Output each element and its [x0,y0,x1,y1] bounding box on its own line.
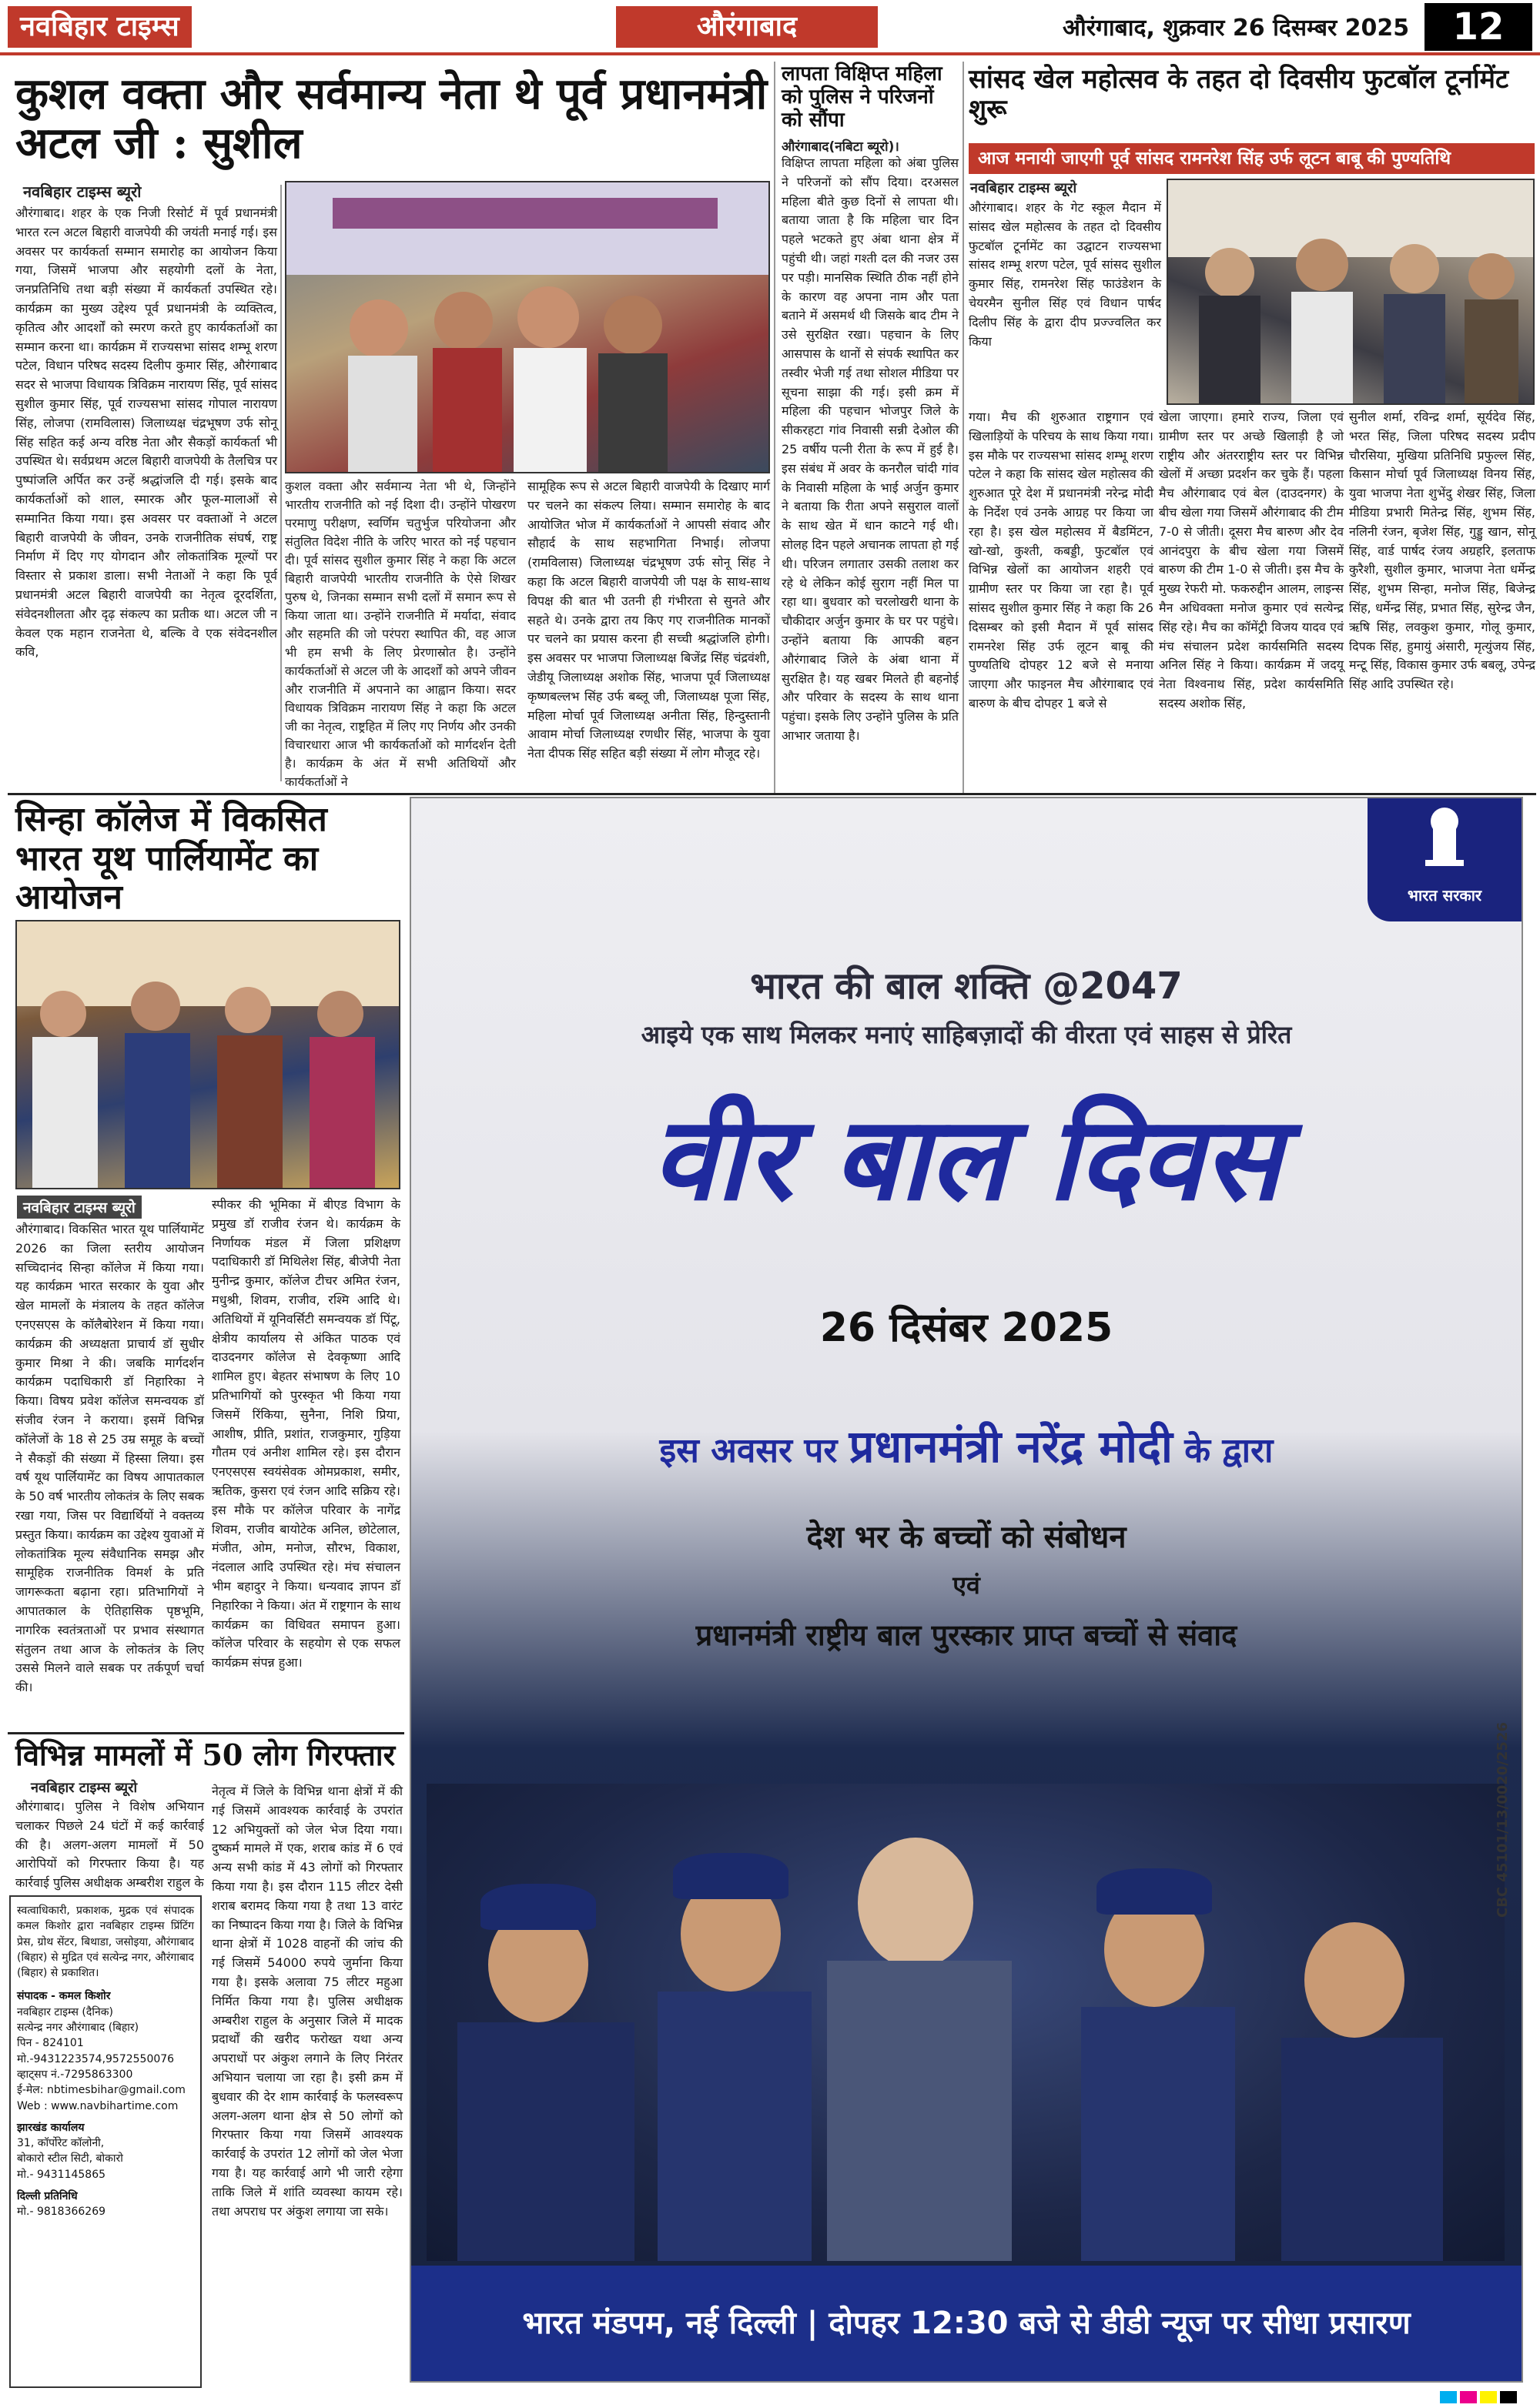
page-number: 12 [1424,3,1532,51]
pm-figure [858,1838,973,1968]
yellow-mark [1480,2391,1497,2403]
ad-pm-name: प्रधानमंत्री नरेंद्र मोदी [849,1420,1173,1473]
dateline: औरंगाबाद, शुक्रवार 26 दिसम्बर 2025 [1063,15,1410,42]
story2-byline: औरंगाबाद(नबिटा ब्यूरो)। [782,139,899,155]
column-divider [962,62,964,793]
imprint-mobile: मो.-9431223574,9572550076 [17,2052,175,2065]
story3-photo-art [1168,180,1533,403]
imprint-web: Web : www.navbihartime.com [17,2099,179,2112]
horizontal-divider [8,1732,404,1734]
imprint-jh-addr2: बोकारो स्टील सिटी, बोकारो [17,2152,123,2166]
story4-photo [15,920,400,1189]
imprint-delhi: दिल्ली प्रतिनिधि [17,2190,78,2203]
ad-footer-band: भारत मंडपम, नई दिल्ली | दोपहर 12:30 बजे से डीडी न्यूज पर सीधा प्रसारण [411,2266,1522,2381]
ad-photo-children-with-pm [427,1784,1505,2261]
story1-photo-art [286,182,768,472]
child-uniform [658,1992,812,2261]
child-uniform [457,2022,634,2261]
imprint-intro: स्वत्वाधिकारी, प्रकाशक, मुद्रक एवं संपादक कमल किशोर द्वारा नवबिहार टाइम्स प्रिंटिंग प्रेस, ग्रोथ सेंटर, बिथाडा, जसोइया, औरंगाबाद (बिहार) से मुद्रित एवं सत्येन्द्र नगर, औरंगाबाद (बिहार) से प्रकाशित। [17,1905,194,1980]
story3-headline: सांसद खेल महोत्सव के तहत दो दिवसीय फुटबॉल टूर्नामेंट शुरू [969,64,1509,125]
imprint-paper: नवबिहार टाइम्स (दैनिक) [17,2005,113,2018]
story3-subhead: आज मनायी जाएगी पूर्व सांसद रामनरेश सिंह उर्फ लूटन बाबू की पुण्यतिथि [969,143,1535,174]
child-cap [1096,1868,1212,1915]
child-cap [673,1853,788,1899]
color-registration-marks [1440,2391,1517,2403]
child-uniform [1281,2038,1443,2261]
ad-line2: आइये एक साथ मिलकर मनाएं साहिबज़ादों की वीरता एवं साहस से प्रेरित [641,1020,1292,1049]
story3-body-col3: सुनील शर्मा, रविन्द्र शर्मा, सूर्यदेव सिंह, भरत सिंह, जिला परिषद सदस्य प्रदीप चौरसिया, मुखिया प्रतिनिधि प्रफुल्ल सिंह, किसान मोर्चा पूर्व जिलाध्यक्ष विनय सिंह, युवा भाजपा नेता शुभेंदु शेखर सिंह, जिला मीडिया प्रभारी मितेन्द्र सिंह, शुभम सिंह, नलिनी रंजन, बृजेश सिंह, गुड्डु खान, सोनू सिंह, वार्ड पार्षद रंजय अग्रहरि, इलताफ कुरैशी, सुशील कुमार, भाजपा नेता धर्मेन्द्र सिंह, शुभम सिन्हा, मनोज सिंह, बिजेन्द्र सिंह, धर्मेन्द्र सिंह, प्रभात सिंह, सुरेन्द्र जैन, ऋषि सिंह, लवकुश कुमार, गोलू कुमार, दिपक सिंह, हुमायुं अंसारी, मृत्युंजय सिंह, मन्टू सिंह, विकास कुमार उर्फ बबलू, उपेन्द्र सिंह आदि उपस्थित रहे। [1349,410,1535,692]
story3-intro: औरंगाबाद। शहर के गेट स्कूल मैदान में सांसद खेल महोत्सव के तहत दो दिवसीय फुटबॉल टूर्नामेंट का उद्घाटन राज्यसभा सांसद शम्भू शरण पटेल, पूर्व सांसद सुशील कुमार सिंह, रामनरेश सिंह फाउंडेशन के चेयरमैन सुनील सिंह एवं विधान पार्षद दिलीप सिंह के द्वारा दीप प्रज्ज्वलित कर किया [969,200,1161,349]
government-emblem-panel [1368,798,1522,921]
imprint-jh-mobile: मो.- 9431145865 [17,2168,106,2181]
story4-body-col2: स्पीकर की भूमिका में बीएड विभाग के प्रमुख डॉ राजीव रंजन थे। कार्यक्रम के निर्णायक मंडल में जिला प्रशिक्षण पदाधिकारी डॉ मिथिलेश सिंह, बीजेपी नेता मुनीन्द्र कुमार, कॉलेज टीचर अमित रंजन, मधुश्री, शिवम, राजीव, रश्मि आदि थे। अतिथियों में यूनिवर्सिटी समन्वयक डॉ पिंटू, क्षेत्रीय कार्यालय से अंकित पाठक एवं दाउदनगर कॉलेज से देवकृष्णा आदि शामिल हुए। बेहतर संभाषण के लिए 10 प्रतिभागियों को पुरस्कृत भी किया गया जिसमें रिंकिया, सुनैना, निशि प्रिया, आशीष, प्रीति, प्रशांत, राजकुमार, गुड़िया गौतम एवं अनीश शामिल रहे। इस दौरान एनएसएस स्वयंसेवक ओमप्रकाश, समीर, ऋतिक, कुसरा एवं रंजन आदि सक्रिय रहे। इस मौके पर कॉलेज परिवार के नागेंद्र शिवम, राजीव बायोटेक अनिल, छोटेलाल, मंजीत, ओम, मनोज, सौरभ, विकाश, नंदलाल आदि उपस्थित रहे। मंच संचालन भीम बहादुर ने किया। धन्यवाद ज्ञापन डॉ निहारिका ने किया। अंत में राष्ट्रगान के साथ कार्यक्रम का विधिवत समापन हुआ। कॉलेज परिवार के सहयोग से एक सफल कार्यक्रम संपन्न हुआ। [212,1197,400,1671]
imprint-whatsapp: व्हाट्सप नं.-7295863300 [17,2068,133,2081]
story3-body-col1: गया। मैच की शुरुआत राष्ट्रगान एवं खिलाड़ियों के परिचय के साथ किया गया। इस मौके पर राज्यसभा सांसद शम्भू शरण पटेल ने कहा कि सांसद खेल महोत्सव की शुरुआत पूरे देश में प्रधानमंत्री नरेन्द्र मोदी के निर्देश एवं उनके आग्रह पर किया जा रहा है। इस खेल महोत्सव में बैडमिंटन, खो-खो, कुश्ती, कबड्डी, फुटबॉल एवं विभिन्न खेलों का आयोजन शहरी एवं ग्रामीण स्तर पर किया जा रहा है। पूर्व सांसद सुशील कुमार सिंह ने कहा कि 26 दिसम्बर को इसी मैदान में पूर्व सांसद रामनरेश सिंह उर्फ लूटन बाबू की पुण्यतिथि दोपहर 12 बजे से मनाया जाएगा और फाइनल मैच औरंगाबाद एवं बारुण के बीच दोपहर 1 बजे से [969,410,1153,711]
imprint-editor: संपादक - कमल किशोर [17,1990,111,2003]
emblem-label: भारत सरकार [1407,886,1482,905]
story4-byline: नवबिहार टाइम्स ब्यूरो [17,1196,142,1219]
story1-headline: कुशल वक्ता और सर्वमान्य नेता थे पूर्व प्रधानमंत्री अटल जी : सुशील [15,69,768,169]
story5-body-col2: नेतृत्व में जिले के विभिन्न थाना क्षेत्रों में की गई जिसमें आवश्यक कार्रवाई के उपरांत 12 अभियुक्तों को जेल भेज दिया गया। दुष्कर्म मामले में एक, शराब कांड में 6 एवं अन्य सभी कांड में 43 लोगों को गिरफ्तार किया गया है। इस दौरान 115 लीटर देसी शराब बरामद किया गया है तथा 13 वारंट का निष्पादन किया गया है। जिले के विभिन्न थाना क्षेत्रों में 1028 वाहनों की जांच की गई जिसमें 54000 रुपये जुर्माना किया गया है। इसके अलावा 75 लीटर महुआ निर्मित किया गया है। पुलिस अधीक्षक अम्बरीश राहुल के अनुसार जिले में मादक प्रदार्थों की खरीद फरोख्त यथा अन्य अपराधों पर अंकुश लगाने के लिए निरंतर अभियान चलाया जा रहा है। इसी क्रम में बुधवार की देर शाम कार्रवाई के फलस्वरूप अलग-अलग थाना क्षेत्र से 50 लोगों को गिरफ्तार किया गया जिसमें आवश्यक कार्रवाई के उपरांत 12 लोगों को जेल भेजा गया है। यह कार्रवाई आगे भी जारी रहेगा ताकि जिले में शांति व्यवस्था कायम रहे। तथा अपराध पर अंकुश लगाया जा सके। [212,1784,403,2219]
child-figure [1304,1922,1404,2038]
story1-body-col3: सामूहिक रूप से अटल बिहारी वाजपेयी के दिखाए मार्ग पर चलने का संकल्प लिया। सम्मान समारोह के बाद आयोजित भोज में कार्यकर्ताओं ने आपसी संवाद और सौहार्द के साथ सहभागिता निभाई। लोजपा (रामविलास) जिलाध्यक्ष चंद्रभूषण उर्फ सोनू सिंह ने कहा कि अटल बिहारी वाजपेयी जी पक्ष के साथ-साथ विपक्ष की बात भी उतनी ही गंभीरता से सुनते और सहते थे। उनके द्वारा तय किए गए राजनीतिक मानकों पर चलने का प्रयास करना ही सच्ची श्रद्धांजलि होगी। इस अवसर पर भाजपा जिलाध्यक्ष बिजेंद्र सिंह चंद्रवंशी, जेडीयू जिलाध्यक्ष अशोक सिंह, भाजपा पूर्व जिलाध्यक्ष कृष्णबल्लभ सिंह उर्फ बब्लू जी, जिलाध्यक्ष पूजा सिंह, महिला मोर्चा पूर्व जिलाध्यक्ष अनीता सिंह, हिन्दुस्तानी आवाम मोर्चा जिलाध्यक्ष रणधीर सिंह, भाजपा के युवा नेता दीपक सिंह सहित बड़ी संख्या में लोग मौजूद रहे। [527,479,770,761]
story1-photo [285,181,770,473]
imprint-email: ई-मेल: nbtimesbihar@gmail.com [17,2084,186,2097]
child-uniform [1081,2007,1235,2261]
veer-bal-diwas-advertisement [410,797,1523,2383]
story5-byline: नवबिहार टाइम्स ब्यूरो [31,1780,138,1796]
ad-and: एवं [952,1570,980,1600]
story1-body-col2: कुशल वक्ता और सर्वमान्य नेता भी थे, जिन्होंने भारतीय राजनीति को नई दिशा दी। उन्होंने पोखरण परमाणु परीक्षण, स्वर्णिम चतुर्भुज परियोजना और संतुलित विदेश नीति के जरिए भारत को नई पहचान दी। पूर्व सांसद सुशील कुमार सिंह ने कहा कि अटल बिहारी वाजपेयी भारतीय राजनीति के ऐसे शिखर पुरुष थे, जिनका सम्मान सभी दलों में समान रूप से किया जाता था। उन्होंने राजनीति में मर्यादा, संवाद और सहमति की जो परंपरा स्थापित की, वह आज भी हम सभी के लिए प्रेरणास्रोत है। उन्होंने कार्यकर्ताओं से अटल जी के आदर्शों को अपने जीवन और राजनीति में अपनाने का आह्वान किया। सदर विधायक त्रिविक्रम नारायण सिंह ने कहा कि अटल जी का नेतृत्व, राष्ट्रहित में लिए गए निर्णय और उनकी विचारधारा आज भी कार्यकर्ताओं को मार्गदर्शन देती है। कार्यक्रम के अंत में सभी अतिथियों और कार्यकर्ताओं ने [285,479,516,789]
editor-imprint-box [9,1895,202,2388]
ad-pm-post: के द्वारा [1184,1431,1274,1470]
ad-address-line: देश भर के बच्चों को संबोधन [806,1520,1127,1555]
ad-date: 26 दिसंबर 2025 [819,1305,1113,1351]
story4-photo-art [17,921,399,1188]
black-mark [1500,2391,1517,2403]
story3-byline: नवबिहार टाइम्स ब्यूरो [970,180,1077,196]
newspaper-brand: नवबिहार टाइम्स [8,6,192,48]
story1-body-col1: औरंगाबाद। शहर के एक निजी रिसोर्ट में पूर्व प्रधानमंत्री भारत रत्न अटल बिहारी वाजपेयी की जयंती मनाई गई। इस अवसर पर कार्यकर्ता सम्मान समारोह का आयोजन किया गया, जिसमें भाजपा और सहयोगी दलों के नेता, जनप्रतिनिधि तथा बड़ी संख्या में कार्यकर्ता उपस्थित रहे। कार्यक्रम का मुख्य उद्देश्य पूर्व प्रधानमंत्री के व्यक्तित्व, कृतित्व और आदर्शों को स्मरण करते हुए कार्यकर्ताओं का सम्मान करना था। कार्यक्रम में राज्यसभा सांसद शम्भू शरण पटेल, विधान परिषद सदस्य दिलीप कुमार सिंह, औरंगाबाद सदर से भाजपा विधायक त्रिविक्रम नारायण सिंह, पूर्व सांसद सुशील कुमार सिंह, पूर्व राज्यसभा सांसद गोपाल नारायण सिंह, लोजपा (रामविलास) जिलाध्यक्ष चंद्रभूषण उर्फ सोनू सिंह सहित कई अन्य वरिष्ठ नेता और सैकड़ों कार्यकर्ता भी उपस्थित थे। सर्वप्रथम अटल बिहारी वाजपेयी के तैलचित्र पर पुष्पांजलि अर्पित कर उन्हें श्रद्धांजलि दी गई। इसके बाद कार्यकर्ताओं को शाल, स्मारक और फूल-मालाओं से सम्मानित किया गया। इस अवसर पर वक्ताओं ने अटल बिहारी वाजपेयी के जीवन, उनके राजनीतिक संघर्ष, राष्ट्र निर्माण में दिए गए योगदान और लोकतांत्रिक मूल्यों पर विस्तार से प्रकाश डाला। सभी नेताओं ने कहा कि पूर्व प्रधानमंत्री अटल बिहारी वाजपेयी का नेतृत्व दूरदर्शिता, संवेदनशीलता और दृढ़ संकल्प का प्रतीक था। अटल जी न केवल एक महान राजनेता थे, बल्कि वे एक संवेदनशील कवि, [15,206,277,660]
imprint-pin: पिन - 824101 [17,2037,84,2050]
story2-body: विक्षिप्त लापता महिला को अंबा पुलिस ने परिजनों को सौंप दिया। दरअसल महिला बीते कुछ दिनों से लापता थी। बताया जाता है कि महिला चार दिन पहले भटकते हुए अंबा थाना क्षेत्र में पहुंची थी। जहां गश्ती दल की नजर उस पर पड़ी। मानसिक स्थिति ठीक नहीं होने के कारण वह अपना नाम और पता बताने में असमर्थ थी जिसके बाद टीम ने उसे सुरक्षित रखा। पहचान के लिए आसपास के थानों से संपर्क स्थापित कर तस्वीर भेजी गई तथा सोशल मीडिया पर सूचना साझा की गई। इसी क्रम में महिला की पहचान भोजपुर जिले के सीकरहटा गांव निवासी सन्नी देओल की 25 वर्षीय पत्नी रीता के रूप में हुई है। इस संबंध में अवर के कनरौल चांदी गांव के निवासी महिला के भाई अर्जुन कुमार ने बताया कि रीता अपने ससुराल वालों के साथ खेत में धान काटने गई थी। सोलह दिन पहले अचानक लापता हो गई थी। परिजन लगातार उसकी तलाश कर रहे थे लेकिन कोई सुराग नहीं मिल पा रहा था। बुधवार को चरलोखरी थाना के चौकीदार अर्जुन कुमार के घर पर पहुंचे। उन्होंने बताया कि आपकी बहन औरंगाबाद जिले के अंबा थाना में सुरक्षित है। यह खबर मिलते ही बहनोई और परिवार के सदस्य के साथ थाना पहुंचा। इसके लिए उन्होंने पुलिस के प्रति आभार जताया है। [782,156,959,743]
story3-photo [1167,179,1535,405]
imprint-jh-addr1: 31, कॉर्पोरेट कॉलोनी, [17,2137,105,2150]
column-divider [280,185,282,781]
story1-byline: नवबिहार टाइम्स ब्यूरो [23,182,142,201]
ad-line1: भारत की बाल शक्ति @2047 [750,965,1183,1008]
ad-title: वीर बाल दिवस [651,1091,1281,1226]
ad-pm-line [411,1414,1522,1475]
horizontal-divider [8,793,1536,795]
column-divider [774,62,775,793]
imprint-delhi-mobile: मो.- 9818366269 [17,2206,106,2219]
imprint-jh-office: झारखंड कार्यालय [17,2121,85,2134]
story4-headline: सिन्हा कॉलेज में विकसित भारत यूथ पार्लियामेंट का आयोजन [15,800,327,918]
city-edition-label: औरंगाबाद [616,6,878,48]
child-cap [480,1884,596,1930]
pm-jacket [827,1961,1012,2261]
story4-body-col1: औरंगाबाद। विकसित भारत यूथ पार्लियामेंट 2026 का जिला स्तरीय आयोजन सच्चिदानंद सिन्हा कॉलेज में किया गया। यह कार्यक्रम भारत सरकार के युवा और खेल मामलों के मंत्रालय के तहत कॉलेज एनएसएस के कॉलैबोरेशन में किया गया। कार्यक्रम की अध्यक्षता प्राचार्य डॉ सुधीर कुमार मिश्रा ने की। जबकि मार्गदर्शन कार्यक्रम पदाधिकारी डॉ निहारिका ने किया। विषय प्रवेश कॉलेज समन्वयक डॉ संजीव रंजन ने कराया। इसमें विभिन्न कॉलेजों के 18 से 25 उम्र समूह के बच्चों ने सैकड़ों की संख्या में हिस्सा लिया। इस वर्ष यूथ पार्लियामेंट का विषय आपातकाल के 50 वर्ष भारतीय लोकतंत्र के लिए सबक रखा गया, जिस पर विद्यार्थियों ने वक्तव्य प्रस्तुत किया। कार्यक्रम का उद्देश्य युवाओं में लोकतांत्रिक मूल्य संवैधानिक समझ और सामूहिक राजनीतिक विमर्श के प्रति जागरूकता बढ़ाना रहा। प्रतिभागियों ने आपातकाल के ऐतिहासिक पृष्ठभूमि, नागरिक स्वतंत्रताओं पर प्रभाव संस्थागत संतुलन तथा आज के लोकतंत्र के लिए उससे मिलने वाले सबक पर तर्कपूर्ण चर्चा की। [15,1222,204,1695]
cyan-mark [1440,2391,1457,2403]
story2-headline: लापता विक्षिप्त महिला को पुलिस ने परिजनों को सौंपा [782,62,942,132]
ad-pm-pre: इस अवसर पर [659,1431,838,1470]
ad-dialogue-line: प्रधानमंत्री राष्ट्रीय बाल पुरस्कार प्राप्त बच्चों से संवाद [695,1618,1237,1652]
story3-body-col2: खेला जाएगा। हमारे राज्य, जिला एवं ग्रामीण स्तर पर अच्छे खिलाड़ी है जो राष्ट्रीय और अंतरराष्ट्रीय स्तर पर विभिन्न खेलों में अच्छा प्रदर्शन कर चुके हैं। पहला मैच औरंगाबाद एवं बेल (दाउदनगर) के बीच खेला गया जिसमें औरंगाबाद की टीम 7-0 से जीती। दूसरा मैच बारुण और देव आनंदपुरा के बीच खेला गया जिसमें बारुण की टीम 1-0 से जीती। इस मैच के मुख्य रेफरी मो. फकरुद्दीन आलम, लाइन्स मैन अधिवक्ता मनोज कुमार एवं सत्येन्द्र सिंह रहे। मैच का कॉमेंट्री विजय यादव एवं मंच संचालन प्रदेश कार्यसमिति सदस्य अनिल सिंह ने किया। कार्यक्रम में जदयू नेता विश्वनाथ सिंह, प्रदेश कार्यसमिति सदस्य अशोक सिंह, [1159,410,1344,711]
story5-headline: विभिन्न मामलों में 50 लोग गिरफ्तार [15,1737,396,1772]
imprint-address: सत्येन्द्र नगर औरंगाबाद (बिहार) [17,2022,139,2035]
story5-body-col1: औरंगाबाद। पुलिस ने विशेष अभियान चलाकर पिछले 24 घंटों में कई कार्रवाई की है। अलग-अलग मामलों में 50 आरोपियों को गिरफ्तार किया है। यह कार्रवाई पुलिस अधीक्षक अम्बरीश राहुल के [15,1799,204,1891]
ad-cbc-code: CBC 45101/13/0020/2526 [1495,1722,1511,1918]
magenta-mark [1460,2391,1477,2403]
